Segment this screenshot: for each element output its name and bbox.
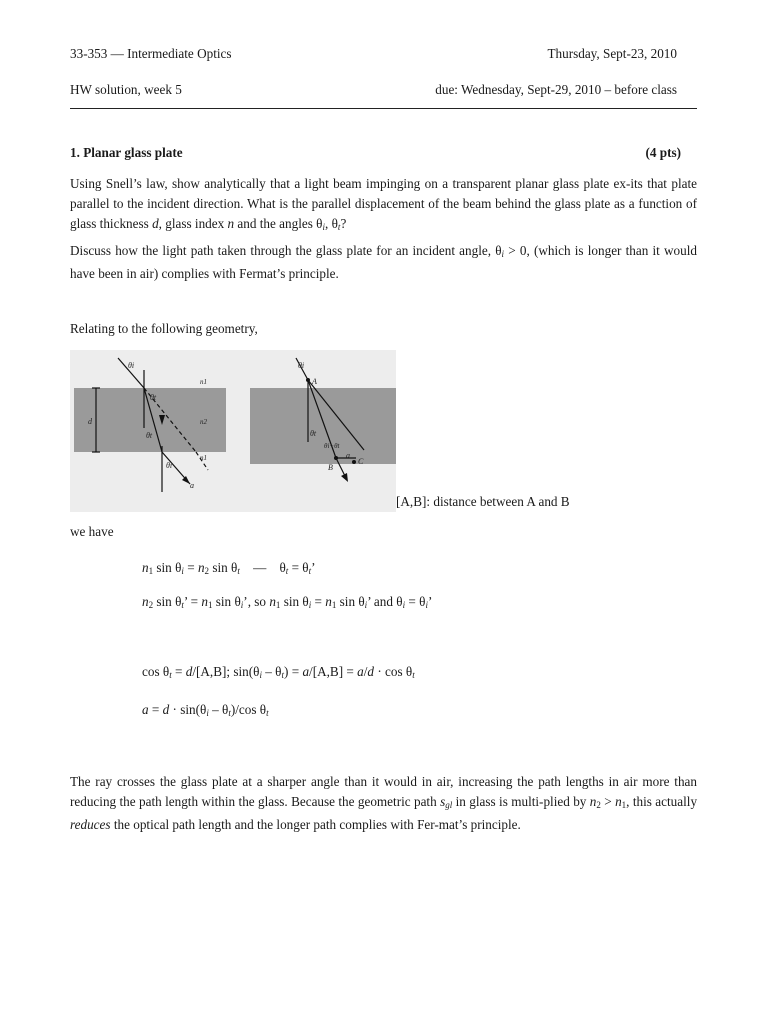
statement-text: Using Snell’s law, show analytically that a light beam impinging on a transparent planar glass plate ex-its that plate parallel to the incident direction. What is the parallel displacement of the beam behind the glass plate as a function of glass thickness — [70, 176, 697, 231]
we-have-label: we have — [70, 524, 114, 539]
conclusion-text-3: this actually — [632, 794, 698, 809]
problem-points: (4 pts) — [645, 145, 681, 160]
fig-label-n1-top: n1 — [200, 378, 207, 386]
course-title: 33-353 — Intermediate Optics — [70, 46, 232, 61]
due-date: due: Wednesday, Sept-29, 2010 – before class — [435, 82, 677, 97]
problem-discussion: Discuss how the light path taken through the glass plate for an incident angle, $\theta_i > 0$, (which is longer than it would have been in air) complies with Fermat’s principle. — [70, 243, 697, 281]
fig-label-theta-t-top: θt — [150, 393, 157, 402]
equation-2: $n_2$ $\sin \theta_t$’ = $n_1$ $\sin \theta_i$’, so $n_1$ $\sin \theta_i = n_1$ $\sin \theta_i$’ and $\theta_i = \theta_i$’ — [142, 594, 433, 610]
fig-label-theta-t: θt — [146, 431, 153, 440]
conclusion-text-1: The ray crosses the glass plate at a sharper angle than it would in air, increasing the path lengths in air more than reducing the path length within the glass. Because the geometric path — [70, 774, 697, 809]
geometry-figure — [70, 350, 396, 512]
header-divider — [70, 108, 697, 109]
equation-4: $a = d \cdot \sin(\theta_i - \theta_t)/\cos$ $\theta_t$ — [142, 702, 269, 718]
fig-label-theta-i-out: θi — [166, 461, 173, 470]
problem-statement: Using Snell’s law, show analytically that a light beam impinging on a transparent planar glass plate ex-its that plate parallel to the incident direction. What is the parallel displacement of the beam behind the glass plate as a function of glass thickness d, glass index n and the angles $\theta_i$, $\theta_t$? — [70, 176, 697, 232]
conclusion-text-2: in glass is multi-plied by — [455, 794, 587, 809]
conclusion-paragraph: The ray crosses the glass plate at a sharper angle than it would in air, increasing the path lengths in air more than reducing the path length within the glass. Because the geometric path $s_{gl}$ in glass is multi-plied by $n_2 > n_1$, this actually reduces the optical path length and the longer path complies with Fer-mat’s principle. — [70, 774, 698, 832]
fig-label-a-right: a — [346, 451, 350, 460]
fig-label-n1-bottom: n1 — [200, 454, 207, 462]
fig-label-B: B — [328, 463, 333, 472]
fig-label-d: d — [88, 417, 92, 426]
equation-1: $n_1$ $\sin \theta_i = n_2$ $\sin \theta_t$ — $\theta_t = \theta_t$’ — [142, 560, 316, 576]
fig-label-a-left: a — [190, 481, 194, 490]
fig-label-theta-i: θi — [128, 361, 135, 370]
document-subtitle: HW solution, week 5 — [70, 82, 182, 97]
fig-label-angle-diff: θi−θt — [324, 442, 340, 450]
equation-3: $\cos \theta_t = d/[A,B]$; $\sin(\theta_i - \theta_t) = a/[A,B] = a/d \cdot \cos \theta_t$ — [142, 664, 415, 680]
problem-title: 1. Planar glass plate — [70, 145, 183, 160]
fig-label-C: C — [358, 457, 364, 466]
solution-intro: Relating to the following geometry, — [70, 321, 258, 336]
fig-label-theta-i-right: θi — [298, 361, 305, 370]
discussion-text: Discuss how the light path taken through the glass plate for an incident angle, θ — [70, 243, 502, 258]
conclusion-emphasis: reduces — [70, 817, 111, 832]
fig-label-n2: n2 — [200, 418, 207, 426]
fig-label-A: A — [312, 377, 317, 386]
fig-label-theta-t-right: θt — [310, 429, 317, 438]
conclusion-text-4: the optical path length and the longer path complies with Fer-mat’s principle. — [113, 817, 521, 832]
discussion-text-cont: > 0, (which is longer than it would have been in air) complies with Fermat’s principle. — [70, 243, 697, 281]
figure-caption: [A,B]: distance between A and B — [396, 494, 570, 509]
header-date: Thursday, Sept-23, 2010 — [547, 46, 677, 61]
